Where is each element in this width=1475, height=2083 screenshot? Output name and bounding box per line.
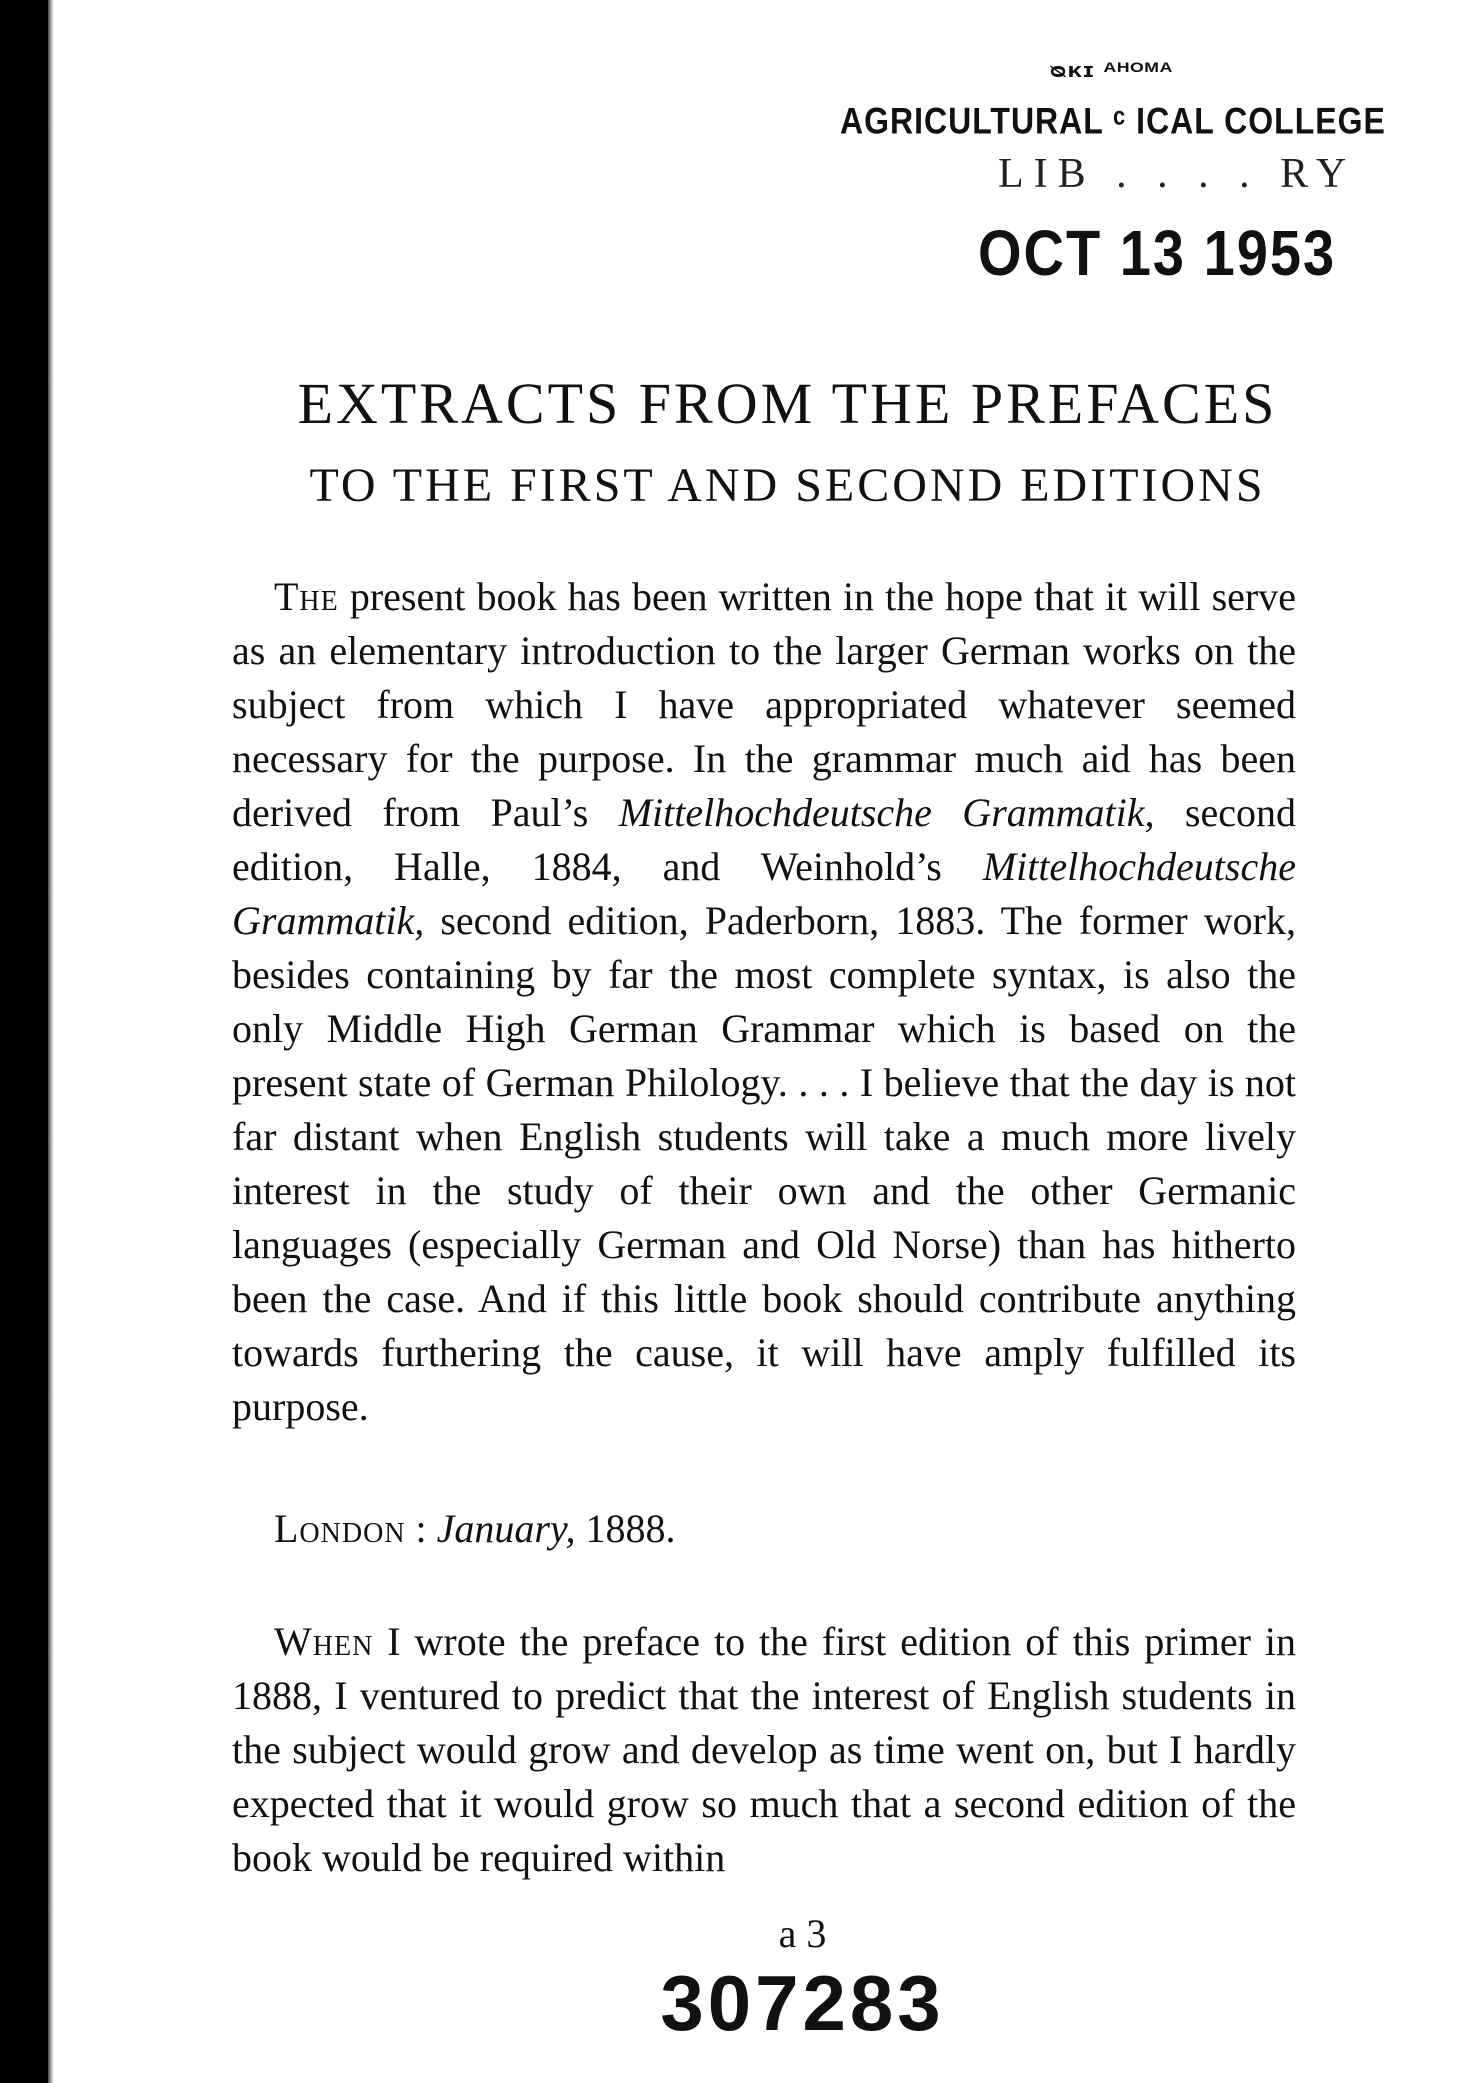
- binding-shadow: [48, 0, 54, 2083]
- signoff: [274, 1505, 676, 1552]
- stamp-line-3: LIB . . . . RY: [998, 151, 1357, 197]
- signoff-year: 1888.: [575, 1506, 676, 1551]
- signoff-separator: :: [405, 1506, 437, 1551]
- preface-second-edition: [232, 1615, 1296, 1885]
- binding-edge: [0, 0, 48, 2083]
- signature-mark: a 3: [778, 1911, 827, 1956]
- preface1-text-b: second edition, Halle, 1884, and Weinhold’s: [232, 790, 1296, 889]
- stamp-line-2: AGRICULTURAL ᶜ ICAL COLLEGE: [840, 100, 1386, 142]
- library-stamp: [820, 50, 1400, 289]
- lead-word: The: [274, 574, 339, 619]
- page-subtitle: TO THE FIRST AND SECOND EDITIONS: [309, 459, 1266, 512]
- book-title-paul: Mittelhochdeutsche Grammatik,: [618, 790, 1155, 835]
- preface1-text-c: second edition, Paderborn, 1883. The former work, besides containing by far the most complete syntax, is also the only Middle High German Grammar which is based on the present state of German Philology. . . . I believe that the day is not far distant when English students will take a much more lively interest in the study of their own and the other Germanic languages (especially German and Old Norse) than has hitherto been the case. And if this little book should contribute anything towards furthering the cause, it will have amply fulfilled its purpose.: [232, 898, 1296, 1429]
- preface-first-edition: [232, 570, 1296, 1434]
- accession-number: 307283: [660, 1959, 945, 2047]
- signoff-place: London: [274, 1506, 406, 1551]
- preface1-text-a: present book has been written in the hope that it will serve as an elementary introduction to the larger German works on the subject from which I have appropriated whatever seemed necessary for the purpose. In the grammar much aid has been derived from Paul’s: [232, 574, 1296, 835]
- stamp-date: OCT 13 1953: [978, 216, 1337, 289]
- stamp-line-1: ᴓᴋɪ ᴬᴴᴼᴹᴬ: [1050, 60, 1174, 82]
- page-title: EXTRACTS FROM THE PREFACES: [297, 371, 1278, 436]
- preface2-text: I wrote the preface to the first edition of this primer in 1888, I ventured to predict that the interest of English students in the subject would grow and develop as time went on, but I hardly expected that it would grow so much that a second edition of the book would be required within: [232, 1619, 1296, 1880]
- book-title-weinhold: Mittelhochdeutsche Grammatik,: [232, 844, 1296, 943]
- lead-word: When: [274, 1619, 374, 1664]
- signoff-month: January,: [436, 1506, 576, 1551]
